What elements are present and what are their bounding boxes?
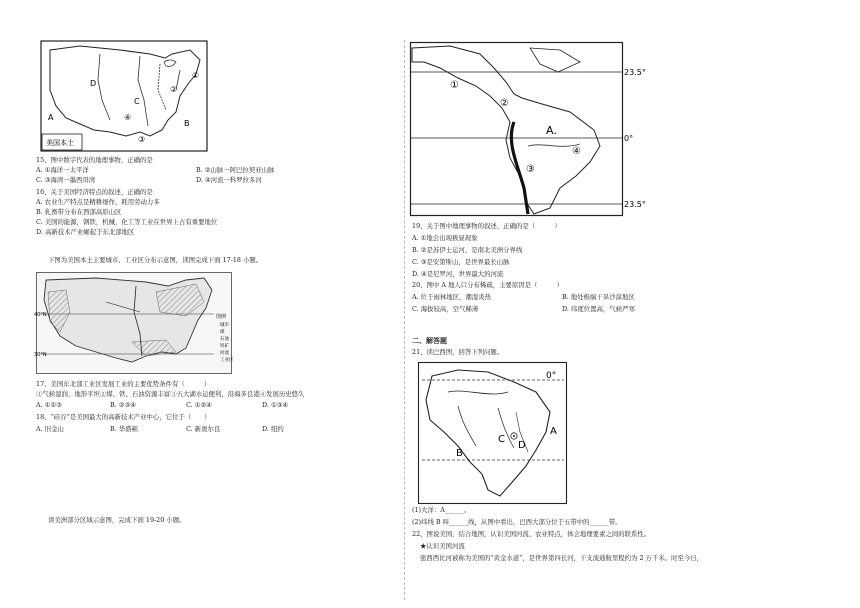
q20-option-a: A. 位于雨林地区，潮湿炎热	[412, 293, 491, 301]
q16-option-c: C. 美国的能源，钢铁，机械，化工等工业在世界上占有重要地位	[36, 218, 218, 226]
map1-label-1: ①	[192, 71, 200, 80]
q18-option-b: B. 华盛顿	[110, 425, 138, 433]
lat-23-5-top: 23.5°	[624, 68, 646, 77]
q22-paragraph: 密西西比河被称为美国的“黄金水道”，是世界第四长河，干支流通航里程约为 2 万千米。时至今日，	[420, 554, 704, 562]
q20-stem: 20、图中 A 地人口分布稀疏，主要原因是（ ）	[412, 281, 564, 289]
map4-lat-0: 0°	[546, 371, 557, 381]
map1-label-3: ③	[138, 135, 146, 144]
latin-america-map	[410, 42, 662, 216]
lat-30n: 30°N	[34, 352, 47, 358]
q15-option-d: D. ④河流一科罗拉多河	[196, 176, 262, 184]
map1-label-d: D	[90, 79, 97, 88]
map1-label-a: A	[48, 113, 54, 122]
q21-part-2: (2)纬线 B 叫______线，从图中看出，巴西大部分位于五带中的______带。	[412, 518, 622, 526]
usa-map-1	[40, 40, 208, 152]
map1-label-4: ④	[124, 113, 132, 122]
usa-industry-map	[36, 272, 232, 374]
q18-option-a: A. 旧金山	[36, 425, 64, 433]
map1-label-b: B	[184, 119, 190, 128]
map3-label-3: ③	[526, 164, 535, 175]
brazil-map	[418, 362, 568, 504]
q20-option-b: B. 地处极端干旱沙漠地区	[562, 293, 635, 301]
map4-label-d: D	[518, 440, 526, 451]
q19-option-b: B. ②是苏伊士运河，是南北美洲分界线	[412, 246, 523, 254]
q17-conditions: ①气候湿润，地形平坦②煤、铁、石油资源丰富③五大湖水运便利，沿海多良港④发展历史悠久	[36, 390, 305, 398]
lat-0: 0°	[624, 134, 634, 143]
q17-option-a: A. ①②③	[36, 401, 62, 409]
inset-label: 美国本土	[46, 139, 74, 147]
q22-subheading: ★认识美国河流	[420, 542, 465, 550]
q16-option-a: A. 农业生产特点是精耕细作，耗用劳动力多	[36, 198, 160, 206]
q15-option-a: A. ①海洋一太平洋	[36, 166, 89, 174]
lat-23-5-bottom: 23.5°	[624, 200, 646, 209]
q19-option-c: C. ③是安第斯山，是世界最长山脉	[412, 258, 510, 266]
q16-option-b: B. 乳畜带分布在西部高原山区	[36, 208, 122, 216]
q15-option-c: C. ③海湾一墨西哥湾	[36, 176, 96, 184]
q19-option-d: D. ④是尼罗河，世界最大的河流	[412, 270, 504, 278]
q21-part-1: (1)大洋：A______。	[412, 506, 471, 514]
q15-option-b: B. ②山脉一阿巴拉契亚山脉	[196, 166, 275, 174]
legend-industry: 工业区	[220, 358, 234, 363]
q20-option-c: C. 海拔较高，空气稀薄	[412, 305, 479, 313]
q17-stem: 17、美国东北部工业区发展工业的主要优势条件有（ ）	[36, 380, 211, 388]
map3-label-4: ④	[572, 146, 581, 157]
q16-option-d: D. 高新技术产业崛起于东北部地区	[36, 228, 135, 236]
q18-option-c: C. 新奥尔良	[186, 425, 221, 433]
intro-19-20: 读美洲部分区域示意图，完成下面 19-20 小题。	[48, 516, 186, 524]
legend-coal: 煤	[220, 330, 225, 335]
map4-label-a: A	[550, 426, 557, 437]
q19-option-a: A. ①地会出现极昼现象	[412, 234, 478, 242]
q18-stem: 18、“硅谷”是美国最大的高新技术产业中心，它位于（ ）	[36, 413, 211, 421]
map3-label-a: A.	[546, 124, 557, 137]
legend-iron: 铁矿	[220, 344, 229, 349]
q16-stem: 16、关于美国经济特点的叙述，正确的是	[36, 188, 153, 196]
map4-label-c: C	[498, 434, 505, 445]
map4-label-b: B	[456, 448, 463, 459]
q17-option-b: B. ②③④	[110, 401, 136, 409]
legend-river: 河流	[220, 351, 229, 356]
map3-label-1: ①	[450, 80, 459, 91]
q19-stem: 19、关于图中地理事物的叙述，正确的是（ ）	[412, 222, 561, 230]
section-2-heading: 二、解答题	[412, 336, 447, 345]
column-divider	[404, 40, 405, 600]
q22-stem: 22、图说美国，结合地图，认识美国河流、农业特点，体会地理要素之间的联系性。	[412, 530, 651, 538]
map1-label-c: C	[134, 97, 140, 106]
q17-option-d: D. ①③④	[262, 401, 289, 409]
lat-40n: 40°N	[34, 312, 47, 318]
q20-option-d: D. 纬度位置高，气候严寒	[562, 305, 635, 313]
map3-label-2: ②	[500, 98, 509, 109]
map1-label-2: ②	[170, 85, 178, 94]
legend-title: 图例	[216, 314, 227, 320]
legend-oil: 石油	[220, 337, 229, 342]
q17-option-c: C. ①②④	[186, 401, 212, 409]
q18-option-d: D. 纽约	[262, 425, 284, 433]
q15-stem: 15、图中数字代表的地理事物，正确的是	[36, 156, 153, 164]
legend-city: 城市	[220, 323, 229, 328]
intro-17-18: 下图为美国本土主要城市、工业区分布示意图，读图完成下面 17-18 小题。	[48, 256, 263, 264]
q21-stem: 21、读巴西图，回答下列问题。	[412, 348, 504, 356]
